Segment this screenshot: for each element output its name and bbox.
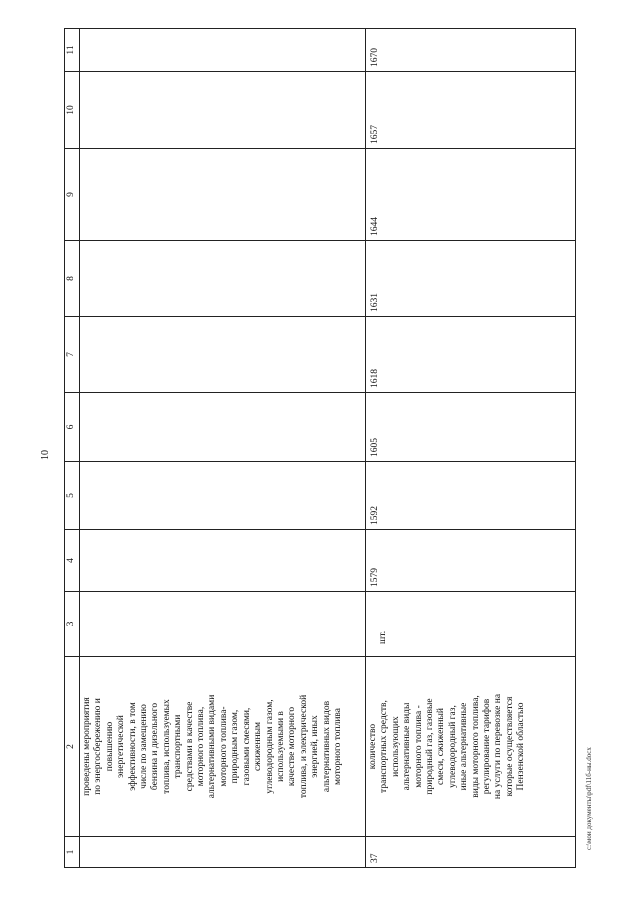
table-row: [79, 28, 365, 868]
value-cell-4: 1579: [365, 530, 576, 592]
value-cell-6: 1605: [365, 393, 576, 462]
table-row: [365, 28, 576, 868]
value-cell-6: [79, 393, 365, 462]
value-cell-10: 1657: [365, 72, 576, 149]
data-table: [64, 28, 576, 868]
value-cell-5: [79, 462, 365, 530]
header-cell-1: 1: [64, 837, 79, 868]
header-cell-6: 6: [64, 393, 79, 462]
header-cell-9: 9: [64, 149, 79, 241]
value-cell-10: [79, 72, 365, 149]
value-cell-8: [79, 241, 365, 317]
value-cell-8: 1631: [365, 241, 576, 317]
unit-cell: шт.: [365, 592, 576, 657]
indicator-text-cell: проведены мероприятия по энергосбережению и повышению энергетической эффективности, в том числе по замещению бензина и дизельного топлива, используемых транспортными средствами в качестве моторного топлива, альтернативными видами моторного топлива- природным газом, газовыми смесями, сжиженным углеводородным газом, используемыми в качестве моторного топлива, и электрической энергией, иных альтернативных видов моторного топлива: [79, 657, 365, 837]
table-header-row: [64, 28, 79, 868]
value-cell-11: 1670: [365, 28, 576, 72]
value-cell-5: 1592: [365, 462, 576, 530]
header-cell-2: 2: [64, 657, 79, 837]
indicator-text-cell: количество транспортных средств, использующих альтернативные виды моторного топлива - природный газ, газовые смеси, сжиженный углеводородный газ, иные альтернативные виды моторного топлива, регулирование тарифов на услуги по перевозке на которые осуществляется Пензенской областью: [365, 657, 576, 837]
header-cell-4: 4: [64, 530, 79, 592]
row-number-cell: [79, 837, 365, 868]
header-cell-10: 10: [64, 72, 79, 149]
value-cell-4: [79, 530, 365, 592]
value-cell-7: [79, 317, 365, 393]
value-cell-11: [79, 28, 365, 72]
value-cell-7: 1618: [365, 317, 576, 393]
header-cell-8: 8: [64, 241, 79, 317]
value-cell-9: 1644: [365, 149, 576, 241]
value-cell-9: [79, 149, 365, 241]
header-cell-5: 5: [64, 462, 79, 530]
header-cell-7: 7: [64, 317, 79, 393]
header-cell-11: 11: [64, 28, 79, 72]
header-cell-3: 3: [64, 592, 79, 657]
page-number: 10: [40, 450, 51, 460]
file-path-footer: c:\мои документы\pdf\11б-ны.docx: [585, 747, 593, 850]
unit-cell: [79, 592, 365, 657]
row-number-cell: 37: [365, 837, 576, 868]
